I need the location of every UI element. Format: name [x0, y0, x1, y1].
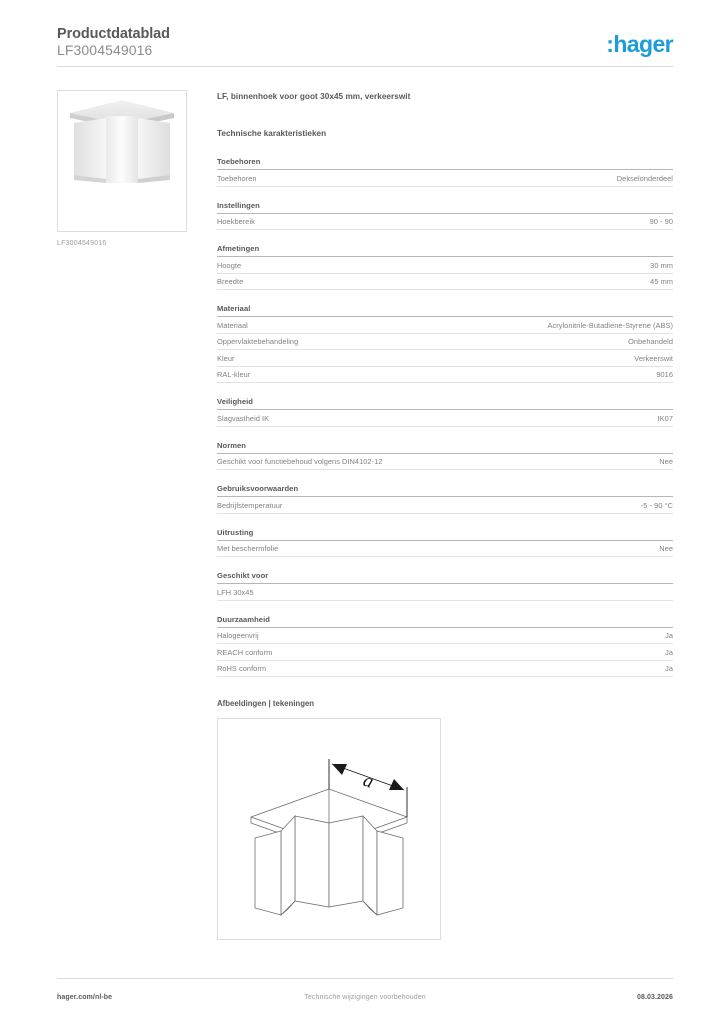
- header-divider: [57, 66, 673, 67]
- spec-value: -5 - 90 °C: [640, 500, 673, 510]
- spec-label: Toebehoren: [217, 173, 257, 183]
- spec-value: Ja: [665, 631, 673, 640]
- spec-group-heading: Materiaal: [217, 304, 673, 317]
- spec-label: Halogeenvrij: [217, 631, 259, 640]
- spec-row: [217, 257, 673, 274]
- footer-date: 08.03.2026: [636, 994, 673, 1001]
- spec-row: [217, 214, 673, 231]
- spec-value: 9016: [656, 370, 673, 379]
- spec-row: [217, 317, 673, 334]
- spec-group-heading: Duurzaamheid: [217, 615, 673, 628]
- spec-label: Slagvastheid IK: [217, 413, 270, 423]
- spec-value: Ja: [665, 647, 673, 657]
- spec-row: [217, 334, 673, 351]
- drawings-section: [217, 699, 673, 940]
- technical-drawing-icon: [218, 719, 440, 939]
- spec-value: Nee: [659, 457, 673, 466]
- spec-value: 45 mm: [650, 277, 673, 286]
- spec-row: [217, 644, 673, 661]
- product-image-caption: LF3004549016: [57, 240, 107, 247]
- specification-table: [217, 157, 673, 677]
- spec-group-heading: Veiligheid: [217, 397, 673, 410]
- spec-row: [217, 454, 673, 471]
- product-reference: LF3004549016: [57, 42, 153, 58]
- spec-label: Kleur: [217, 353, 235, 363]
- spec-group: [217, 304, 673, 383]
- spec-value: Verkeerswit: [634, 353, 673, 363]
- spec-label: Met beschermfolie: [217, 544, 279, 553]
- spec-row: [217, 274, 673, 291]
- spec-value: Ja: [665, 664, 673, 673]
- spec-group-heading: Gebruiksvoorwaarden: [217, 484, 673, 497]
- spec-group-heading: Normen: [217, 441, 673, 454]
- spec-group: [217, 201, 673, 231]
- spec-label: REACH conform: [217, 647, 273, 657]
- drawings-heading: Afbeeldingen | tekeningen: [217, 699, 315, 708]
- spec-row: [217, 410, 673, 427]
- logo-text: hager: [613, 31, 673, 57]
- spec-label: LFH 30x45: [217, 587, 254, 597]
- spec-group-heading: Uitrusting: [217, 528, 673, 541]
- spec-row: [217, 170, 673, 187]
- spec-group: [217, 157, 673, 187]
- spec-group-heading: Toebehoren: [217, 157, 673, 170]
- spec-value: IK07: [657, 413, 673, 423]
- spec-value: Onbehandeld: [628, 337, 673, 346]
- footer-website[interactable]: hager.com/nl-be: [57, 994, 113, 1001]
- spec-row: [217, 497, 673, 514]
- spec-value: 90 - 90: [649, 217, 673, 226]
- spec-value: Nee: [659, 544, 673, 553]
- product-description: LF, binnenhoek voor goot 30x45 mm, verkeerswit: [217, 92, 411, 101]
- spec-label: RoHS conform: [217, 664, 267, 673]
- spec-label: Hoogte: [217, 260, 242, 270]
- spec-value: Acrylonitrile-Butadiene-Styrene (ABS): [547, 320, 673, 330]
- spec-group: [217, 528, 673, 558]
- spec-group: [217, 244, 673, 290]
- spec-group: [217, 484, 673, 514]
- spec-label: RAL-kleur: [217, 370, 251, 379]
- footer-disclaimer: Technische wijzigingen voorbehouden: [304, 994, 426, 1001]
- spec-label: Geschikt voor functiebehoud volgens DIN4102-12: [217, 457, 383, 466]
- spec-label: Bedrijfstemperatuur: [217, 500, 283, 510]
- spec-label: Materiaal: [217, 320, 248, 330]
- spec-row: [217, 541, 673, 558]
- spec-row: [217, 350, 673, 367]
- main-content: [217, 92, 673, 940]
- technical-characteristics-heading: Technische karakteristieken: [217, 129, 327, 138]
- product-image-frame: [57, 90, 187, 232]
- dimension-label-a: a: [360, 769, 377, 793]
- page-footer: [57, 994, 673, 1001]
- technical-drawing-frame: [217, 718, 441, 940]
- hager-logo: :hager: [606, 31, 673, 57]
- spec-group: [217, 615, 673, 678]
- spec-label: Oppervlaktebehandeling: [217, 337, 299, 346]
- page-title: Productdatablad: [57, 26, 170, 42]
- spec-label: Hoekbereik: [217, 217, 255, 226]
- spec-group: [217, 397, 673, 427]
- spec-group: [217, 441, 673, 471]
- product-figure: [57, 90, 189, 247]
- spec-label: Breedte: [217, 277, 244, 286]
- spec-row: [217, 367, 673, 384]
- spec-value: 30 mm: [650, 260, 673, 270]
- spec-group: [217, 571, 673, 601]
- spec-group-heading: Geschikt voor: [217, 571, 673, 584]
- spec-group-heading: Instellingen: [217, 201, 673, 214]
- spec-value: Dekselonderdeel: [616, 173, 673, 183]
- footer-divider: [57, 978, 673, 979]
- spec-row: [217, 584, 673, 601]
- product-photo-icon: [58, 91, 186, 231]
- page-header: [57, 26, 673, 68]
- spec-row: [217, 628, 673, 645]
- spec-row: [217, 661, 673, 678]
- spec-group-heading: Afmetingen: [217, 244, 673, 257]
